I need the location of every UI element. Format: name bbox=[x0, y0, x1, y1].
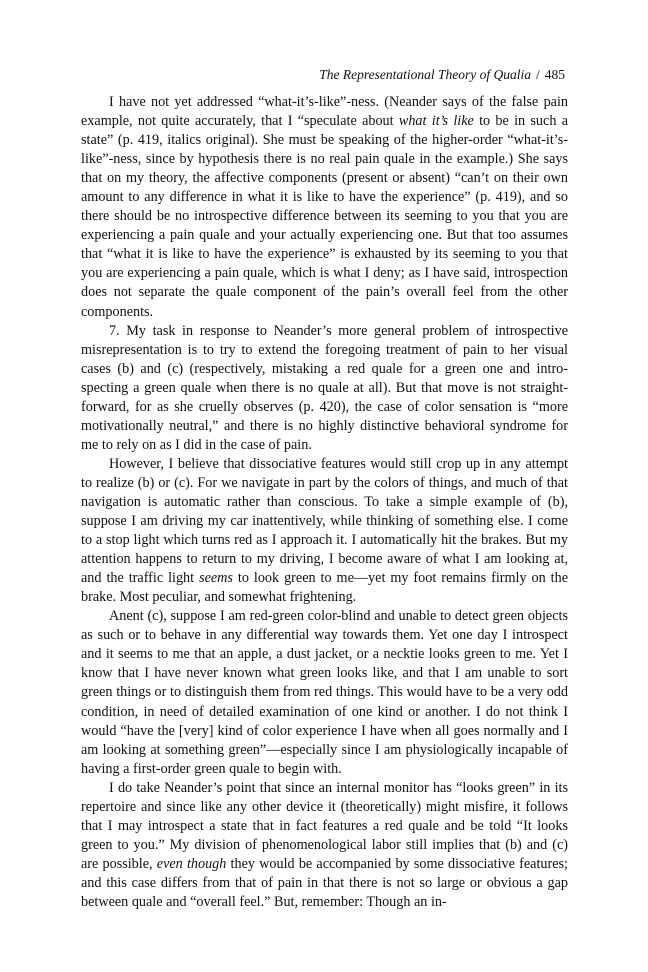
italic-segment: seems bbox=[199, 570, 233, 587]
body-text bbox=[81, 93, 568, 912]
text-segment: to look green to me—yet my foot remains firmly on the brake. Most peculiar, and somewhat frightening. bbox=[81, 570, 569, 606]
text-segment: 7. My task in response to Neander’s more general problem of introspective misrepresentation is to try to extend the foregoing treatment of pain to her visual cases (b) and (c) (respectively, mistaking a red quale for a green one and introspecting a green quale when there is no quale at all). But that move is not straightforward, for as she cruelly observes (p. 420), the case of color sensation is “more motivationally neutral,” and there is no highly distinctive behavioral syndrome for me to rely on as I did in the case of pain. bbox=[81, 322, 568, 453]
paragraph-anent-c bbox=[81, 607, 568, 778]
paragraph-dissociative-features bbox=[81, 455, 568, 607]
paragraph-what-its-like bbox=[81, 93, 568, 322]
running-head-separator: / bbox=[535, 67, 540, 82]
running-head-title: The Representational Theory of Qualia bbox=[319, 67, 531, 82]
text-segment: Anent (c), suppose I am red-green color-blind and unable to detect green objects as such or to behave in any differential way towards them. Yet one day I introspect and it seems to me that an apple, a dust jacket, or a necktie looks green to me. Yet I know that I have never known what green looks like, and that I am unable to sort green things or to distinguish them from red things. This would have to be a very odd condition, in need of detailed examination of one kind or another. I do not think I would “have the [very] kind of color experience I have when all goes normally and I am looking at something green”—especially since I am physiologically incapable of having a first-order green quale to begin with. bbox=[81, 608, 568, 777]
italic-segment: what it’s like bbox=[398, 113, 474, 130]
paragraph-7-introspective-misrepresentation bbox=[81, 322, 568, 455]
running-head bbox=[319, 66, 565, 84]
text-segment: to be in such a state” (p. 419, italics original). She must be speaking of the higher-order “what-it’s-like”-ness, since by hypothesis there is no real pain quale in the example.) She says that on my theory, the affective components (present or absent) “can’t on their own amount to any difference in what it is like to have the experience” (p. 419), and so there should be no introspective difference between its seeming to you that you are experiencing a pain quale and your actually experiencing one. But that too assumes that “what it is like to have the experience” is exhausted by its seeming to you that you are experiencing a pain quale, which is what I deny; as I have said, introspection does not separate the quale component of the pain’s overall feel from the other components. bbox=[81, 113, 568, 320]
italic-segment: even though bbox=[156, 855, 227, 872]
page-number: 485 bbox=[544, 67, 565, 82]
paragraph-internal-monitor bbox=[81, 779, 568, 912]
text-segment: However, I believe that dissociative features would still crop up in any attempt to realize (b) or (c). For we navigate in part by the colors of things, and much of that navigation is automatic rather than conscious. To take a simple example of (b), suppose I am driving my car inattentively, while thinking of something else. I come to a stop light which turns red as I approach it. I automatically hit the brakes. But my attention happens to return to my driving, I become aware of what I am looking at, and the traffic light bbox=[81, 455, 568, 587]
text-segment: I do take Neander’s point that since an internal monitor has “looks green” in its repertoire and since like any other device it (theoretically) might misfire, it follows that I may introspect a state that in fact features a red quale and be told “It looks green to you.” My division of phenomenological labor still implies that (b) and (c) are possible, bbox=[81, 779, 568, 872]
text-segment: I have not yet addressed “what-it’s-like”-ness. (Neander says of the false pain example, not quite accurately, that I “speculate about bbox=[81, 94, 568, 130]
text-segment: they would be accompanied by some dissociative features; and this case differs from that of pain in that there is not so large or obvious a gap between quale and “overall feel.” But, remember: Though an in- bbox=[81, 855, 568, 910]
